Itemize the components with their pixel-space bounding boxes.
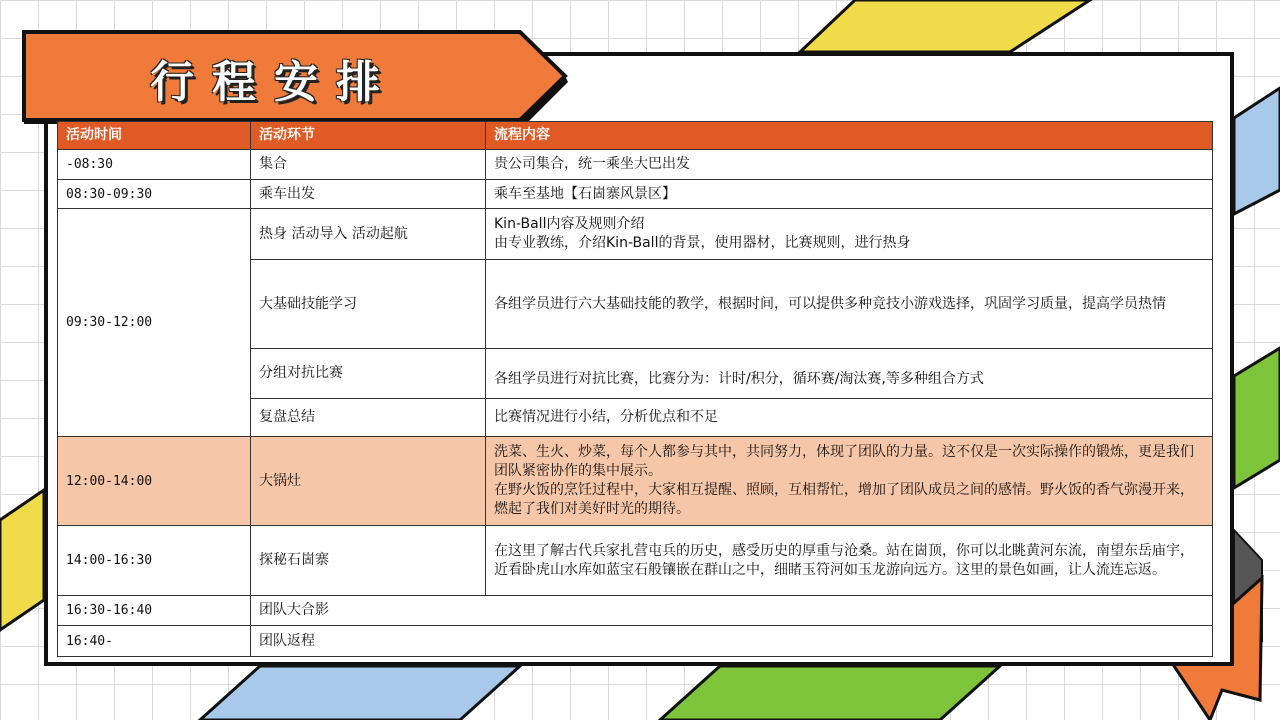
page-title: 行程安排 <box>150 57 398 108</box>
blue-stripe-bottom <box>200 666 520 720</box>
header-time: 活动时间 <box>58 122 251 150</box>
content-paragraph: 洗菜、生火、炒菜，每个人都参与其中，共同努力，体现了团队的力量。这不仅是一次实际操作的锻炼，更是我们团队紧密协作的集中展示。 <box>494 444 1194 479</box>
table-row <box>58 526 1213 596</box>
session-cell: 大锅灶 <box>251 437 486 526</box>
content-cell: 比赛情况进行小结，分析优点和不足 <box>486 399 1213 437</box>
table-row <box>58 150 1213 180</box>
content-cell <box>486 209 1213 260</box>
session-cell: 集合 <box>251 150 486 180</box>
green-stripe-right <box>1234 348 1280 488</box>
table-row <box>58 626 1213 657</box>
time-cell: 16:40- <box>58 626 251 657</box>
table-header-row <box>58 122 1213 150</box>
header-content: 流程内容 <box>486 122 1213 150</box>
table-row <box>58 180 1213 209</box>
content-cell: 各组学员进行六大基础技能的教学，根据时间，可以提供多种竞技小游戏选择，巩固学习质量，提高学员热情 <box>486 260 1213 349</box>
time-cell: 16:30-16:40 <box>58 596 251 626</box>
table-row <box>58 209 1213 260</box>
table-row-highlighted <box>58 437 1213 526</box>
session-cell: 团队大合影 <box>251 596 1213 626</box>
content-cell <box>486 437 1213 526</box>
header-session: 活动环节 <box>251 122 486 150</box>
session-cell: 大基础技能学习 <box>251 260 486 349</box>
yellow-stripe-left <box>0 490 44 630</box>
content-cell: 乘车至基地【石崮寨风景区】 <box>486 180 1213 209</box>
table-row <box>58 596 1213 626</box>
green-stripe-bottom <box>660 666 1000 720</box>
session-cell: 热身 活动导入 活动起航 <box>251 209 486 260</box>
session-cell: 复盘总结 <box>251 399 486 437</box>
session-cell: 团队返程 <box>251 626 1213 657</box>
content-cell: 在这里了解古代兵家扎营屯兵的历史，感受历史的厚重与沧桑。站在崮顶，你可以北眺黄河东流，南望东岳庙宇，近看卧虎山水库如蓝宝石般镶嵌在群山之中，细睹玉符河如玉龙游向远方。这里的景色如画，让人流连忘返。 <box>486 526 1213 596</box>
content-paragraph: 在野火饭的烹饪过程中，大家相互提醒、照顾，互相帮忙，增加了团队成员之间的感情。野火饭的香气弥漫开来，燃起了我们对美好时光的期待。 <box>494 482 1194 517</box>
yellow-stripe-top <box>800 0 1090 52</box>
session-cell: 探秘石崮寨 <box>251 526 486 596</box>
content-line: 由专业教练，介绍Kin-Ball的背景，使用器材，比赛规则，进行热身 <box>494 235 911 251</box>
time-cell: 09:30-12:00 <box>58 209 251 437</box>
schedule-table <box>57 121 1213 657</box>
time-cell: 08:30-09:30 <box>58 180 251 209</box>
content-cell: 贵公司集合，统一乘坐大巴出发 <box>486 150 1213 180</box>
time-cell: 14:00-16:30 <box>58 526 251 596</box>
content-line: Kin-Ball内容及规则介绍 <box>494 216 645 232</box>
session-cell: 乘车出发 <box>251 180 486 209</box>
content-cell: 各组学员进行对抗比赛，比赛分为：计时/积分，循环赛/淘汰赛,等多种组合方式 <box>486 349 1213 399</box>
blue-stripe-right <box>1234 88 1280 214</box>
time-cell: 12:00-14:00 <box>58 437 251 526</box>
time-cell: -08:30 <box>58 150 251 180</box>
session-cell: 分组对抗比赛 <box>251 349 486 399</box>
